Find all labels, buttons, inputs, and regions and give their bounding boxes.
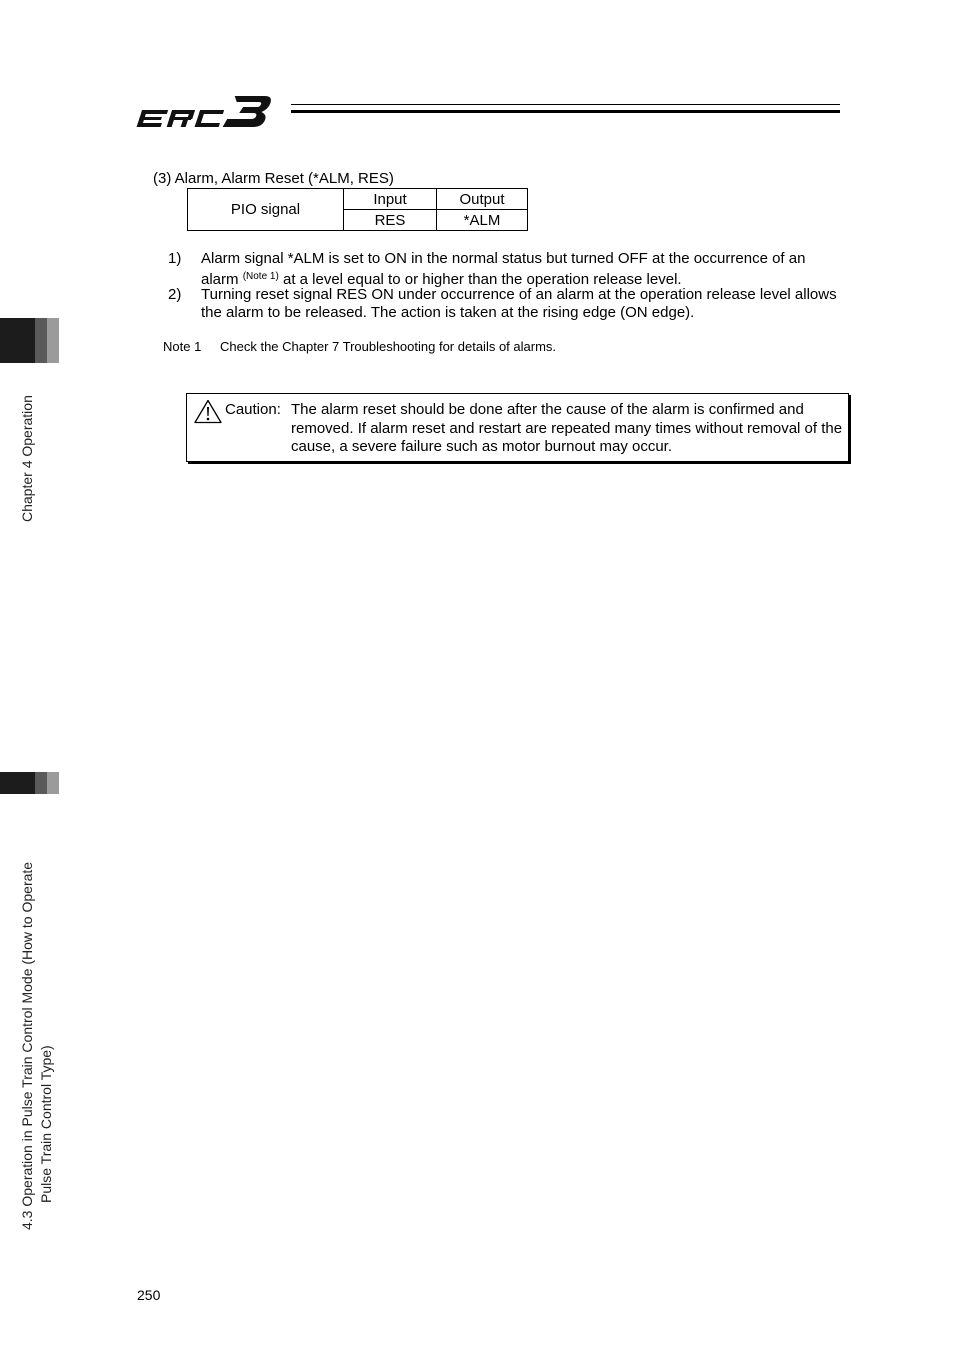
pio-row-label: PIO signal — [188, 189, 344, 231]
section-side-label-line1: 4.3 Operation in Pulse Train Control Mode (How to Operate — [19, 861, 35, 1230]
caution-box — [186, 393, 849, 462]
page-number: 250 — [137, 1287, 161, 1303]
logo-graphic — [136, 92, 281, 128]
footnote-text: Check the Chapter 7 Troubleshooting for details of alarms. — [220, 339, 557, 354]
item1-text-after: at a level equal to or higher than the operation release level. — [278, 271, 682, 288]
item1-text-before: Alarm signal *ALM is set to ON in the normal status but turned OFF at the occurrence of an alarm — [201, 250, 806, 288]
footnote-label: Note 1 — [163, 339, 202, 354]
warning-triangle-icon — [194, 399, 222, 424]
pio-header-input: Input — [344, 189, 437, 210]
list-item-number: 2) — [168, 286, 182, 303]
chapter-side-label: Chapter 4 Operation — [19, 395, 35, 522]
note-reference: (Note 1) — [242, 271, 279, 282]
caution-text: The alarm reset should be done after the cause of the alarm is confirmed and removed. If alarm reset and restart are repeated many times without removal of the cause, a severe failure such as motor burnout may occur. — [291, 401, 843, 455]
pio-value-output: *ALM — [437, 210, 528, 231]
header-rule-thin — [291, 104, 840, 105]
header-rule-thick — [291, 110, 840, 113]
section-title: (3) Alarm, Alarm Reset (*ALM, RES) — [153, 170, 394, 187]
list-item-text — [201, 250, 846, 289]
chapter-side-tab — [0, 318, 60, 363]
pio-header-output: Output — [437, 189, 528, 210]
list-item-text: Turning reset signal RES ON under occurrence of an alarm at the operation release level allows the alarm to be released. The action is taken at the rising edge (ON edge). — [201, 286, 837, 321]
erc3-logo — [136, 92, 281, 128]
list-item-number: 1) — [168, 250, 182, 267]
section-side-label-line2: Pulse Train Control Type) — [38, 1045, 54, 1203]
section-side-tab — [0, 772, 60, 794]
pio-value-input: RES — [344, 210, 437, 231]
pio-signal-table — [187, 188, 528, 231]
footnote — [163, 339, 556, 354]
caution-label: Caution: — [225, 401, 281, 418]
